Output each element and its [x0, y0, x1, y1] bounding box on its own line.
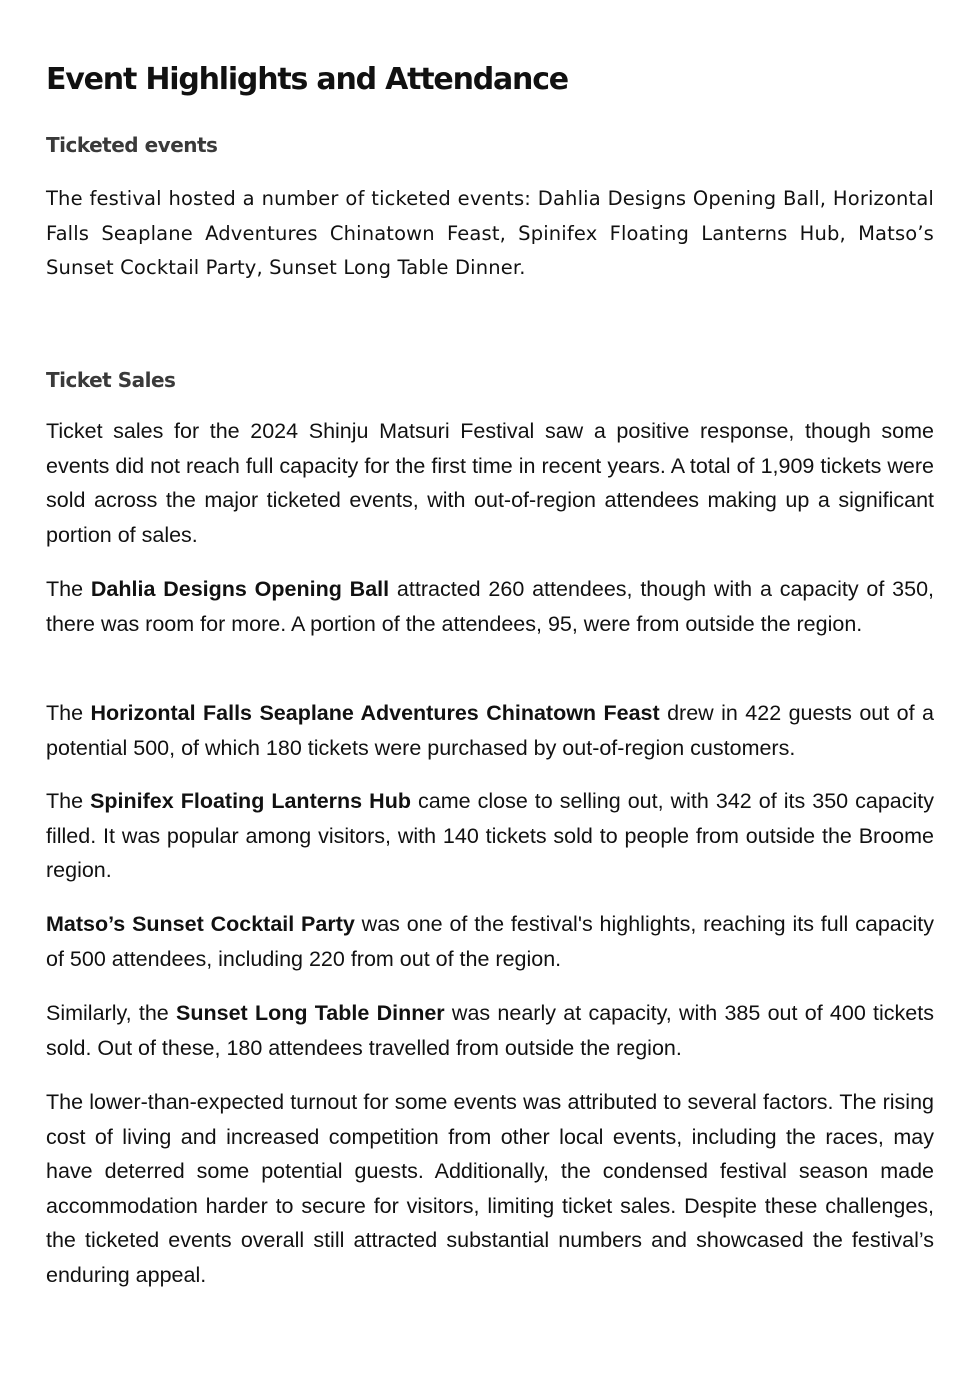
chinatown-feast-paragraph	[46, 696, 934, 765]
chinatown-feast-prefix: The	[46, 701, 91, 725]
lanterns-hub-text: came close to selling out, with 342 of its 350 capacity filled. It was popular among visitors, with 140 tickets sold to people from outside the Broome region.	[46, 789, 935, 883]
ticket-sales-heading: Ticket Sales	[46, 368, 176, 392]
chinatown-feast-event-name: Horizontal Falls Seaplane Adventures Chinatown Feast	[90, 701, 660, 725]
chinatown-feast-text: drew in 422 guests out of a potential 500, of which 180 tickets were purchased by out-of-region customers.	[46, 701, 934, 760]
long-table-dinner-paragraph	[46, 996, 934, 1065]
ticket-sales-conclusion: The lower-than-expected turnout for some events was attributed to several factors. The rising cost of living and increased competition from other local events, including the races, may have deterred some potential guests. Additionally, the condensed festival season made accommodation harder to secure for visitors, limiting ticket sales. Despite these challenges, the ticketed events overall still attracted substantial numbers and showcased the festival’s enduring appeal.	[46, 1090, 934, 1287]
opening-ball-event-name: Dahlia Designs Opening Ball	[90, 577, 390, 601]
lanterns-hub-paragraph	[46, 784, 934, 888]
opening-ball-prefix: The	[46, 577, 91, 601]
long-table-dinner-prefix: Similarly, the	[46, 1001, 177, 1025]
ticketed-events-heading: Ticketed events	[46, 133, 218, 157]
cocktail-party-paragraph	[46, 907, 934, 976]
opening-ball-paragraph	[46, 572, 934, 641]
cocktail-party-event-name: Matso’s Sunset Cocktail Party	[46, 912, 355, 936]
opening-ball-text: attracted 260 attendees, though with a capacity of 350, there was room for more. A portion of the attendees, 95, were from outside the region.	[46, 577, 934, 636]
lanterns-hub-prefix: The	[46, 789, 91, 813]
ticketed-events-paragraph: The festival hosted a number of ticketed events: Dahlia Designs Opening Ball, Horizontal Falls Seaplane Adventures Chinatown Feast, Spinifex Floating Lanterns Hub, Matso’s Sunset Cocktail Party, Sunset Long Table Dinner.	[46, 187, 934, 280]
long-table-dinner-event-name: Sunset Long Table Dinner	[176, 1001, 445, 1025]
ticket-sales-overview: Ticket sales for the 2024 Shinju Matsuri Festival saw a positive response, though some events did not reach full capacity for the first time in recent years. A total of 1,909 tickets were sold across the major ticketed events, with out-of-region attendees making up a significant portion of sales.	[46, 419, 934, 547]
page-title: Event Highlights and Attendance	[46, 62, 568, 97]
long-table-dinner-text: was nearly at capacity, with 385 out of 400 tickets sold. Out of these, 180 attendees travelled from outside the region.	[46, 1001, 934, 1060]
lanterns-hub-event-name: Spinifex Floating Lanterns Hub	[90, 789, 411, 813]
cocktail-party-text: was one of the festival's highlights, reaching its full capacity of 500 attendees, including 220 from out of the region.	[46, 912, 934, 971]
